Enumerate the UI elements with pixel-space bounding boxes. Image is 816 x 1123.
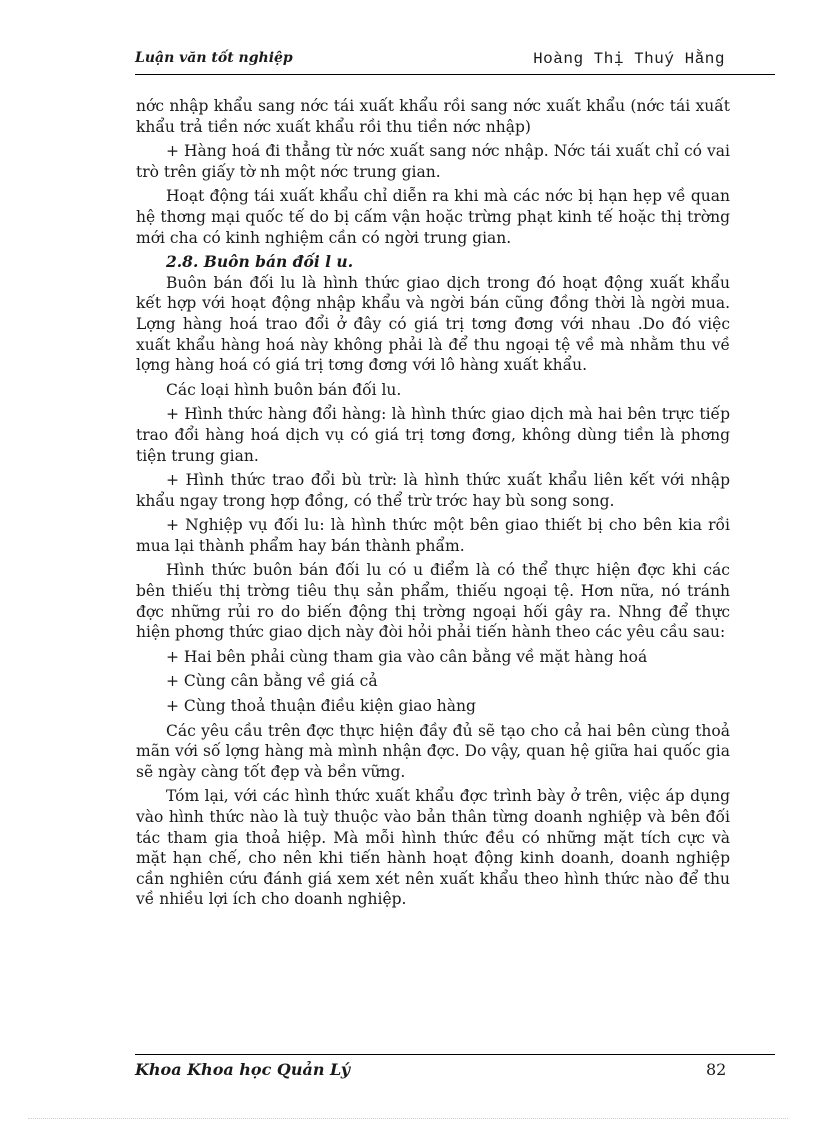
paragraph: + Hàng hoá đi thẳng từ nớc xuất sang nớc nhập. Nớc tái xuất chỉ có vai trò trên giấy tờ nh một nớc trung gian. (136, 142, 730, 181)
paragraph: Buôn bán đối lu là hình thức giao dịch trong đó hoạt động xuất khẩu kết hợp với hoạt động nhập khẩu và ngời bán cũng đồng thời là ngời mua. Lợng hàng hoá trao đổi ở đây có giá trị tơng đơng với nhau .Do đó việc xuất khẩu hàng hoá này không phải là để thu ngoại tệ về mà nhằm thu về lợng hàng hoá có giá trị tơng đơng với lô hàng xuất khẩu. (136, 273, 730, 375)
author-name: Hoàng Thị Thuý Hằng (533, 50, 725, 68)
thesis-title: Luận văn tốt nghiệp (135, 50, 293, 66)
page-header (135, 50, 775, 74)
page-edge-line (28, 1118, 788, 1119)
list-item: + Cùng cân bằng về giá cả (166, 672, 378, 691)
paragraph: Hình thức buôn bán đối lu có u điểm là có thể thực hiện đợc khi các bên thiếu thị trờng tiêu thụ sản phẩm, thiếu ngoại tệ. Hơn nữa, nó tránh đợc những rủi ro do biến động thị trờng ngoại hối gây ra. Nhng để thực hiện phơng thức giao dịch này đòi hỏi phải tiến hành theo các yêu cầu sau: (136, 561, 730, 642)
page-body (136, 96, 730, 914)
list-item: + Hai bên phải cùng tham gia vào cân bằng về mặt hàng hoá (166, 647, 648, 666)
header-divider (135, 74, 775, 75)
footer-divider (135, 1054, 775, 1055)
list-item: + Cùng thoả thuận điều kiện giao hàng (166, 697, 476, 716)
paragraph: + Hình thức trao đổi bù trừ: là hình thức xuất khẩu liên kết với nhập khẩu ngay trong hợp đồng, có thể trừ trớc hay bù song song. (136, 471, 730, 510)
paragraph: Hoạt động tái xuất khẩu chỉ diễn ra khi mà các nớc bị hạn hẹp về quan hệ thơng mại quốc tế do bị cấm vận hoặc trừng phạt kinh tế hoặc thị trờng mới cha có kinh nghiệm cần có ngời trung gian. (136, 187, 730, 247)
paragraph: Tóm lại, với các hình thức xuất khẩu đợc trình bày ở trên, việc áp dụng vào hình thức nào là tuỳ thuộc vào bản thân từng doanh nghiệp và bên đối tác tham gia thoả hiệp. Mà mỗi hình thức đều có những mặt tích cực và mặt hạn chế, cho nên khi tiến hành hoạt động kinh doanh, doanh nghiệp cần nghiên cứu đánh giá xem xét nên xuất khẩu theo hình thức nào để thu về nhiều lợi ích cho doanh nghiệp. (136, 787, 730, 909)
paragraph: + Nghiệp vụ đối lu: là hình thức một bên giao thiết bị cho bên kia rồi mua lại thành phẩm hay bán thành phẩm. (136, 516, 730, 555)
paragraph: Các yêu cầu trên đợc thực hiện đầy đủ sẽ tạo cho cả hai bên cùng thoả mãn với số lợng hàng mà mình nhận đợc. Do vậy, quan hệ giữa hai quốc gia sẽ ngày càng tốt đẹp và bền vững. (136, 721, 730, 781)
paragraph: Các loại hình buôn bán đối lu. (166, 380, 402, 399)
faculty-name: Khoa Khoa học Quản Lý (135, 1060, 351, 1079)
section-heading: 2.8. Buôn bán đối l u. (166, 252, 354, 272)
paragraph: + Hình thức hàng đổi hàng: là hình thức giao dịch mà hai bên trực tiếp trao đổi hàng hoá dịch vụ có giá trị tơng đơng, không dùng tiền là phơng tiện trung gian. (136, 405, 730, 465)
paragraph: nớc nhập khẩu sang nớc tái xuất khẩu rồi sang nớc xuất khẩu (nớc tái xuất khẩu trả tiền nớc xuất khẩu rồi thu tiền nớc nhập) (136, 97, 730, 136)
page-number: 82 (706, 1060, 727, 1079)
